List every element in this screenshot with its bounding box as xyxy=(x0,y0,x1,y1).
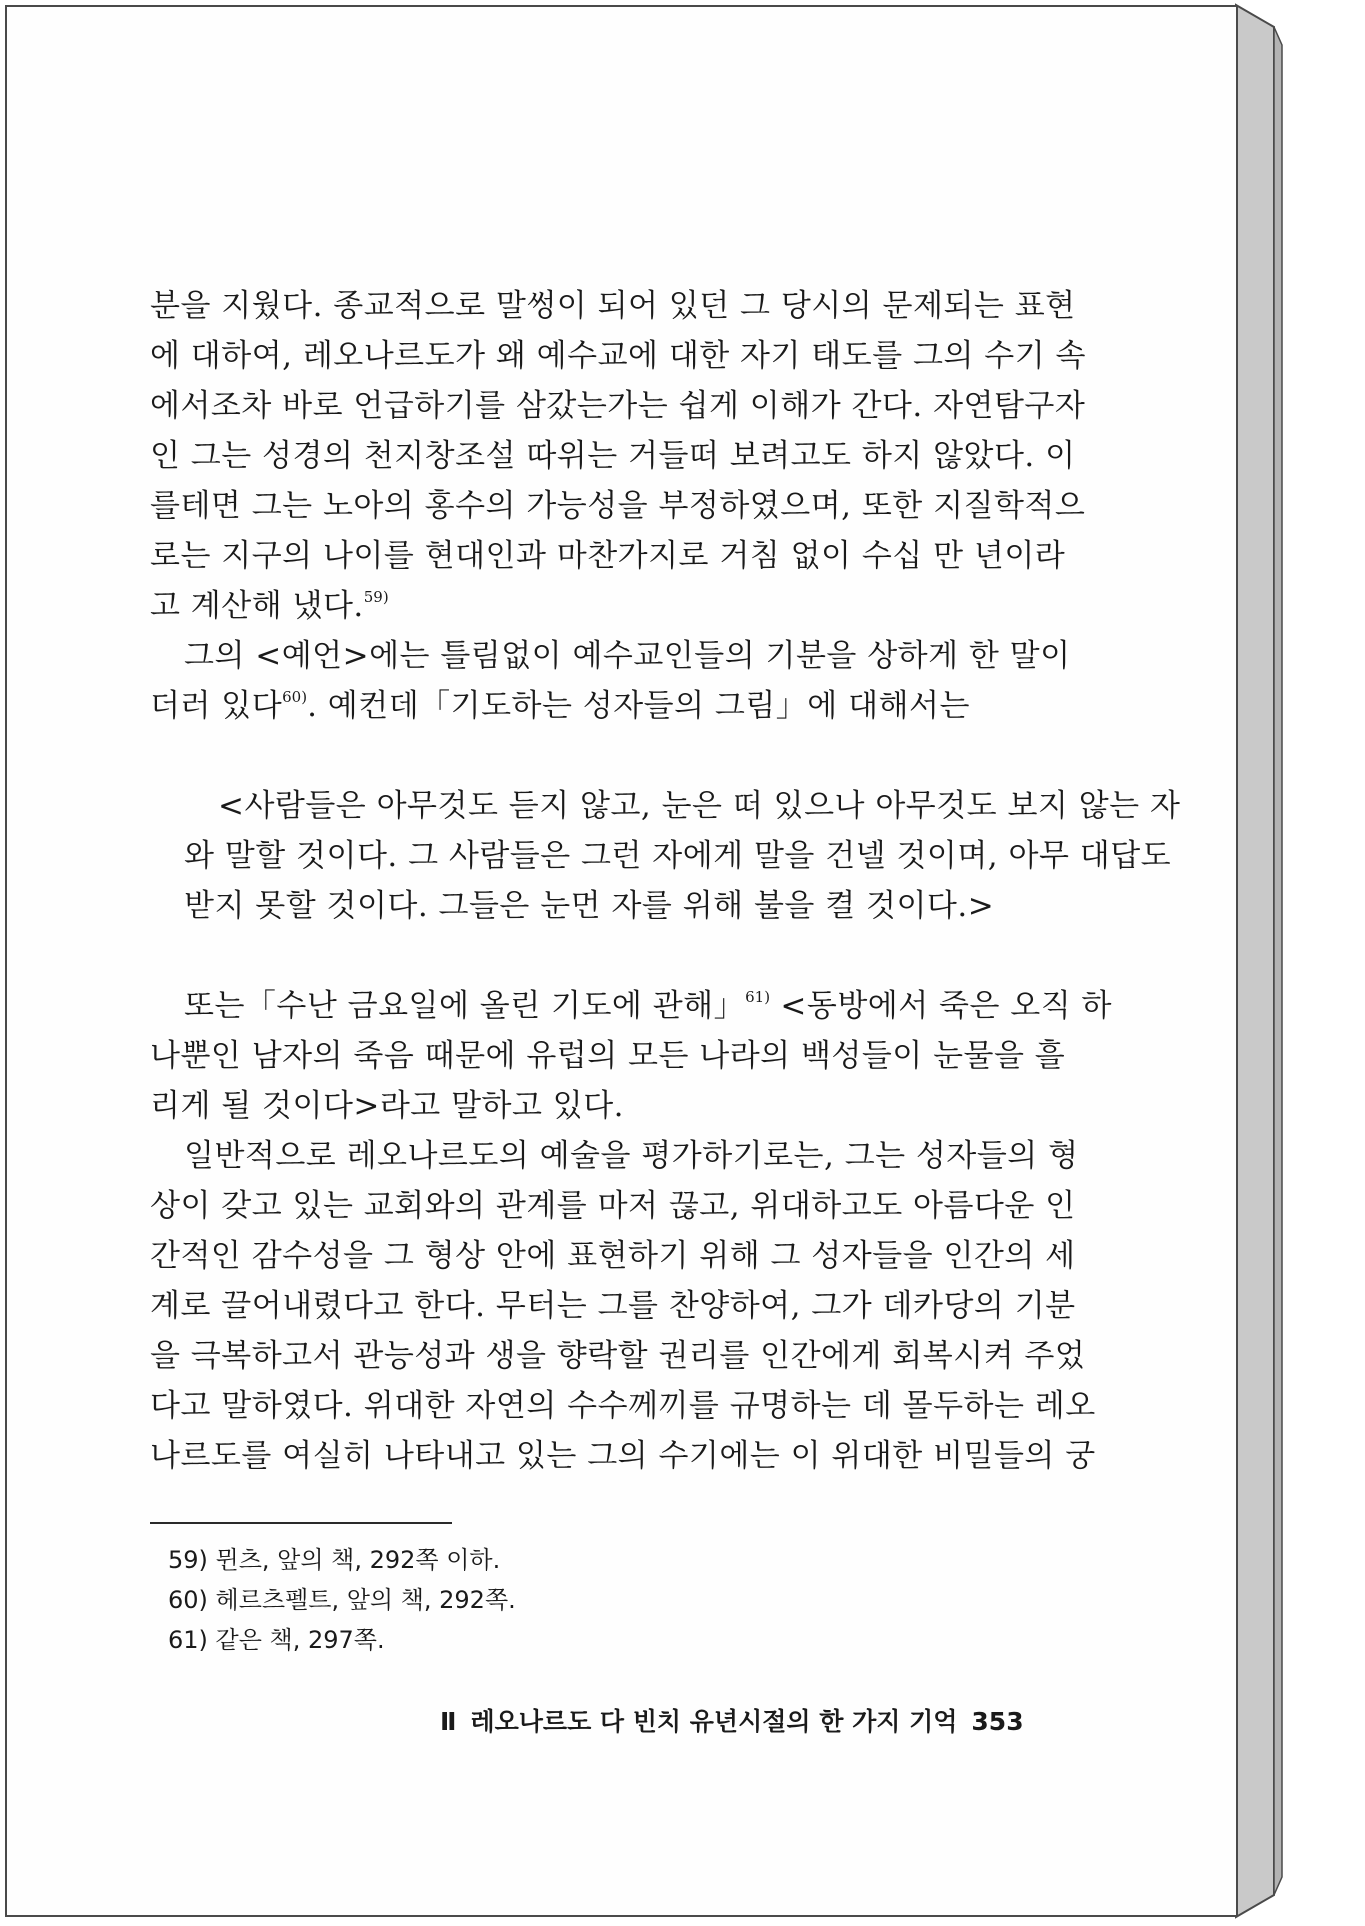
footnotes xyxy=(150,1540,750,1660)
footnote-marker: 60) xyxy=(282,688,308,706)
block-quote xyxy=(150,780,1181,930)
text-line: 간적인 감수성을 그 형상 안에 표현하기 위해 그 성자들을 인간의 세 xyxy=(150,1238,1076,1274)
text-line: 계로 끌어내렸다고 한다. 무터는 그를 찬양하여, 그가 데카당의 기분 xyxy=(150,1288,1076,1324)
quote-line: 와 말할 것이다. 그 사람들은 그런 자에게 말을 건넬 것이며, 아무 대답도 xyxy=(184,838,1172,874)
text-line: 리게 될 것이다>라고 말하고 있다. xyxy=(150,1088,625,1124)
text-fragment: . 예컨데「기도하는 성자들의 그림」에 대해서는 xyxy=(307,688,970,724)
text-fragment: 또는「수난 금요일에 올린 기도에 관해」 xyxy=(184,988,746,1024)
paragraph xyxy=(150,1130,1096,1480)
text-line xyxy=(150,980,1112,1030)
footnote: 59) 뮌츠, 앞의 책, 292쪽 이하. xyxy=(168,1546,501,1574)
paragraph xyxy=(150,280,1086,630)
running-footer xyxy=(440,1702,1024,1738)
text-line: 상이 갖고 있는 교회와의 관계를 마저 끊고, 위대하고도 아름다운 인 xyxy=(150,1188,1076,1224)
text-line: 나르도를 여실히 나타내고 있는 그의 수기에는 이 위대한 비밀들의 궁 xyxy=(150,1438,1096,1474)
text-line: 일반적으로 레오나르도의 예술을 평가하기로는, 그는 성자들의 형 xyxy=(184,1138,1079,1174)
text-fragment: 고 계산해 냈다. xyxy=(150,588,364,624)
text-line xyxy=(150,580,1045,630)
paragraph xyxy=(150,980,1112,1130)
text-fragment: <동방에서 죽은 오직 하 xyxy=(770,988,1112,1024)
text-line: 을 극복하고서 관능성과 생을 향락할 권리를 인간에게 회복시켜 주었 xyxy=(150,1338,1086,1374)
text-line: 로는 지구의 나이를 현대인과 마찬가지로 거침 없이 수십 만 년이라 xyxy=(150,538,1066,574)
text-line xyxy=(150,680,1045,730)
quote-line: 받지 못할 것이다. 그들은 눈먼 자를 위해 불을 켤 것이다.> xyxy=(184,888,995,924)
part-number: Ⅱ xyxy=(440,1707,457,1736)
body-text xyxy=(150,280,1181,1480)
footnote-marker: 59) xyxy=(363,588,389,606)
page-number: 353 xyxy=(971,1707,1024,1736)
chapter-title: 레오나르도 다 빈치 유년시절의 한 가지 기억 xyxy=(470,1707,958,1736)
footnote-marker: 61) xyxy=(745,988,771,1006)
text-line: 에 대하여, 레오나르도가 왜 예수교에 대한 자기 태도를 그의 수기 속 xyxy=(150,338,1086,374)
text-line: 다고 말하였다. 위대한 자연의 수수께끼를 규명하는 데 몰두하는 레오 xyxy=(150,1388,1096,1424)
quote-line: <사람들은 아무것도 듣지 않고, 눈은 떠 있으나 아무것도 보지 않는 자 xyxy=(218,788,1181,824)
text-line: 에서조차 바로 언급하기를 삼갔는가는 쉽게 이해가 간다. 자연탐구자 xyxy=(150,388,1086,424)
footnote: 60) 헤르츠펠트, 앞의 책, 292쪽. xyxy=(168,1586,516,1614)
text-line: 그의 <예언>에는 틀림없이 예수교인들의 기분을 상하게 한 말이 xyxy=(184,638,1071,674)
footnote-divider xyxy=(150,1522,452,1524)
text-fragment: 더러 있다 xyxy=(150,688,283,724)
paragraph xyxy=(150,630,1071,730)
text-line: 인 그는 성경의 천지창조설 따위는 거들떠 보려고도 하지 않았다. 이 xyxy=(150,438,1076,474)
text-line: 나뿐인 남자의 죽음 때문에 유럽의 모든 나라의 백성들이 눈물을 흘 xyxy=(150,1038,1066,1074)
footnote: 61) 같은 책, 297쪽. xyxy=(168,1626,385,1654)
text-line: 분을 지웠다. 종교적으로 말썽이 되어 있던 그 당시의 문제되는 표현 xyxy=(150,288,1076,324)
page-edge-shading xyxy=(1236,5,1286,1917)
text-line: 를테면 그는 노아의 홍수의 가능성을 부정하였으며, 또한 지질학적으 xyxy=(150,488,1086,524)
